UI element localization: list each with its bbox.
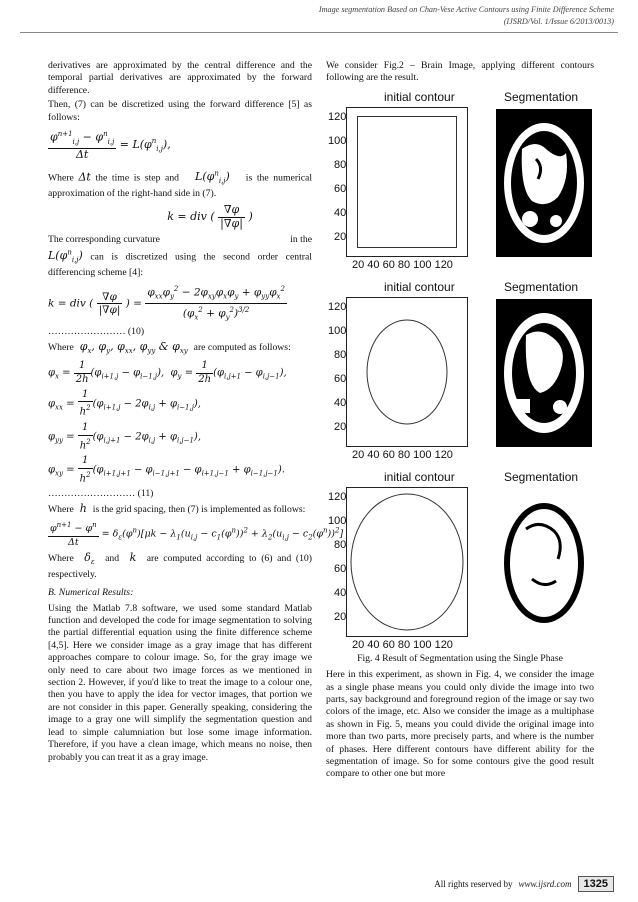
text-fragment: can is discretized using the second order central differencing scheme [4]:: [48, 251, 312, 278]
y-tick: 100: [328, 134, 347, 147]
paragraph: Where $\varphi_x$, $\varphi_y$, $\varphi_{xx}$, $\varphi_{yy}$ & $\varphi_{xy}$ are computed as follows:: [48, 339, 291, 355]
paragraph: Where Δt the time is step and $L(\varphi^n_{i,j})$ is the numerical approximation of the right-hand side in (7).: [48, 169, 313, 199]
text-fragment: Where: [48, 341, 74, 353]
y-tick: 60: [334, 372, 347, 385]
initial-contour-axes: [346, 107, 468, 257]
y-tick: 20: [334, 420, 347, 433]
equation-forward-difference: $\frac{\varphi^{n+1}_{i,j} - \varphi^n_{i,j}}{\Delta t}$ = $L(\varphi^n_{i,j})$,: [50, 130, 171, 162]
y-tick: 20: [334, 230, 347, 243]
text-fragment: in the: [290, 234, 312, 246]
text-fragment: are computed as follows:: [193, 341, 291, 353]
y-tick: 100: [328, 514, 347, 527]
page-footer: [434, 876, 614, 892]
figure-4: [326, 91, 594, 651]
panel-title: Segmentation: [504, 279, 579, 294]
y-tick: 100: [328, 324, 347, 337]
finite-difference-equations: $\varphi_x$ = $\frac{1}{2h}$ $(\varphi_{i+1,j} - \varphi_{i-1,j})$, $\varphi_y$ = $\frac{1}{2h}$ $(\varphi_{i,j+1} - \varphi_{i,j-1})$, $\varphi_{xx}$ = $\frac{1}{h^2}$ $(\varphi_{i+1,j} - 2\varphi_{i,j} + \varphi_{i-1,j})$, $\varphi_{yy}$ = $\frac{1}{h^2}$ $(\varphi_{i,j+1} - 2\varphi_{i,j} + \varphi_{i,j-1})$, $\varphi_{xy}$ = $\frac{1}{h^2}$ $(\varphi_{i+1,j+1} - \varphi_{i-1,j+1} - \varphi_{i+1,j-1} + \varphi_{i-1,j-1})$.: [48, 360, 287, 485]
segmentation-image: [496, 109, 592, 257]
y-tick: 40: [334, 586, 347, 599]
panel-title: Segmentation: [504, 469, 579, 484]
initial-contour-axes: [346, 297, 468, 447]
figure-row: [326, 471, 594, 651]
paragraph: Where $\delta_\varepsilon$ and k are computed according to (6) and (10) respectively.: [48, 551, 312, 580]
y-tick: 120: [328, 490, 347, 503]
y-tick: 60: [334, 562, 347, 575]
x-ticks: 20 40 60 80 100 120: [352, 448, 453, 461]
figure-caption: Fig. 4 Result of Segmentation using the Single Phase: [357, 652, 563, 664]
y-tick: 120: [328, 300, 347, 313]
text-fragment: the time is step and: [95, 172, 180, 184]
y-tick: 80: [334, 538, 347, 551]
paragraph: Then, (7) can be discretized using the forward difference [5] as follows:: [48, 99, 312, 123]
equation-number-11: ……………………… (11): [48, 488, 154, 500]
equation-iteration: $\frac{\varphi^{n+1} - \varphi^n}{\Delta t}$ = $\delta_\varepsilon(\varphi^n)[\mu k - \lambda_1(u_{i,j} - c_1(\varphi^n))^2 + \lambda_2(u_{i,j} - c_2(\varphi^n))^2]$: [50, 521, 344, 548]
header-title: Image segmentation Based on Chan-Vese Active Contours using Finite Difference Scheme: [318, 5, 614, 14]
figure-row: [326, 281, 594, 461]
right-column: [326, 60, 594, 783]
y-tick: 40: [334, 206, 347, 219]
contour-rectangle: [357, 116, 457, 248]
paragraph: Where h is the grid spacing, then (7) is implemented as follows:: [48, 501, 306, 515]
y-tick: 60: [334, 182, 347, 195]
segmentation-image: [496, 299, 592, 447]
panel-title: initial contour: [384, 469, 455, 484]
equation-number-10: …………………… (10): [48, 326, 145, 338]
page-number: 1325: [578, 876, 614, 892]
initial-contour-axes: [346, 487, 468, 637]
text-fragment: Where: [48, 503, 74, 515]
figure-row: [326, 91, 594, 271]
header-volume: (IJSRD/Vol. 1/Issue 6/2013/0013): [503, 17, 614, 26]
paragraph: We consider Fig.2 – Brain Image, applying different contours following are the result.: [326, 60, 594, 84]
x-ticks: 20 40 60 80 100 120: [352, 638, 453, 651]
text-fragment: is the grid spacing, then (7) is implemented as follows:: [92, 503, 306, 515]
y-tick: 20: [334, 610, 347, 623]
y-tick: 80: [334, 158, 347, 171]
footer-site-link[interactable]: www.ijsrd.com: [518, 879, 572, 889]
paragraph: The corresponding curvature in the $L(\varphi^n_{i,j})$ can is discretized using the second order central differencing scheme [4]:: [48, 234, 312, 278]
y-tick: 40: [334, 396, 347, 409]
panel-title: Segmentation: [504, 89, 579, 104]
equation-curvature-expanded: k = div ( $\frac{\nabla\varphi}{|\nabla\varphi|}$ ) = $\frac{\varphi_{xx}\varphi_y^2 - 2\varphi_{xy}\varphi_x\varphi_y + \varphi_{yy}\varphi_x^2}{(\varphi_x^2 + \varphi_y^2)^{3/2}}$: [48, 285, 285, 322]
x-ticks: 20 40 60 80 100 120: [352, 258, 453, 271]
paragraph: Here in this experiment, as shown in Fig. 4, we consider the image as a single phase means you could only divide the image into two parts, say background and foreground region of the image or say two colors of the image, etc. Also we consider the image as a multiphase as shown in Fig. 5, means you could divide the original image into more than two parts, more precisely parts, and where is the number of phases. Here different contours have different ability for the segmentation of image. So for some contours give the good result compare to other one but more: [326, 669, 594, 780]
panel-title: initial contour: [384, 279, 455, 294]
y-tick: 80: [334, 348, 347, 361]
footer-text: All rights reserved by: [434, 879, 513, 889]
text-fragment: Where: [48, 553, 74, 565]
section-heading: B. Numerical Results:: [48, 587, 134, 599]
paragraph: Using the Matlab 7.8 software, we used some standard Matlab function and developed the code for image segmentation to solving the partial differential equation using the finite difference scheme [4,5]. Here we consider image as a gray image that has different approaches compare to colour image. So, for the gray image we only need to care about two image forces as we mentioned in section 2. However, if you'd like to treat the image to a colour one, then you have to apply the idea for vector images, that portion we are not consider in this paper. Generally speaking, considering the image to a gray one will simplify the segmentation question and lead to simple calumniation but lose some image information. Therefore, if you have a clean image, which means no noise, then probably you can treat it as a gray image.: [48, 602, 312, 763]
panel-title: initial contour: [384, 89, 455, 104]
text-where: Where: [48, 172, 74, 184]
paragraph: derivatives are approximated by the central difference and the temporal partial derivatives are approximated by the forward difference.: [48, 60, 312, 96]
segmentation-image: [496, 489, 592, 637]
y-tick: 120: [328, 110, 347, 123]
text-fragment: and: [105, 553, 120, 565]
equation-curvature: k = div ( $\frac{\nabla\varphi}{|\nabla\varphi|}$ ): [167, 203, 253, 230]
header-rule: [20, 32, 618, 33]
text-fragment: are computed according to (6) and (10) respectively.: [48, 553, 312, 580]
text-fragment: The corresponding curvature: [48, 234, 160, 246]
running-header: [319, 4, 614, 28]
text-fragment: is the numerical approximation of the right-hand side in (7).: [48, 172, 313, 199]
